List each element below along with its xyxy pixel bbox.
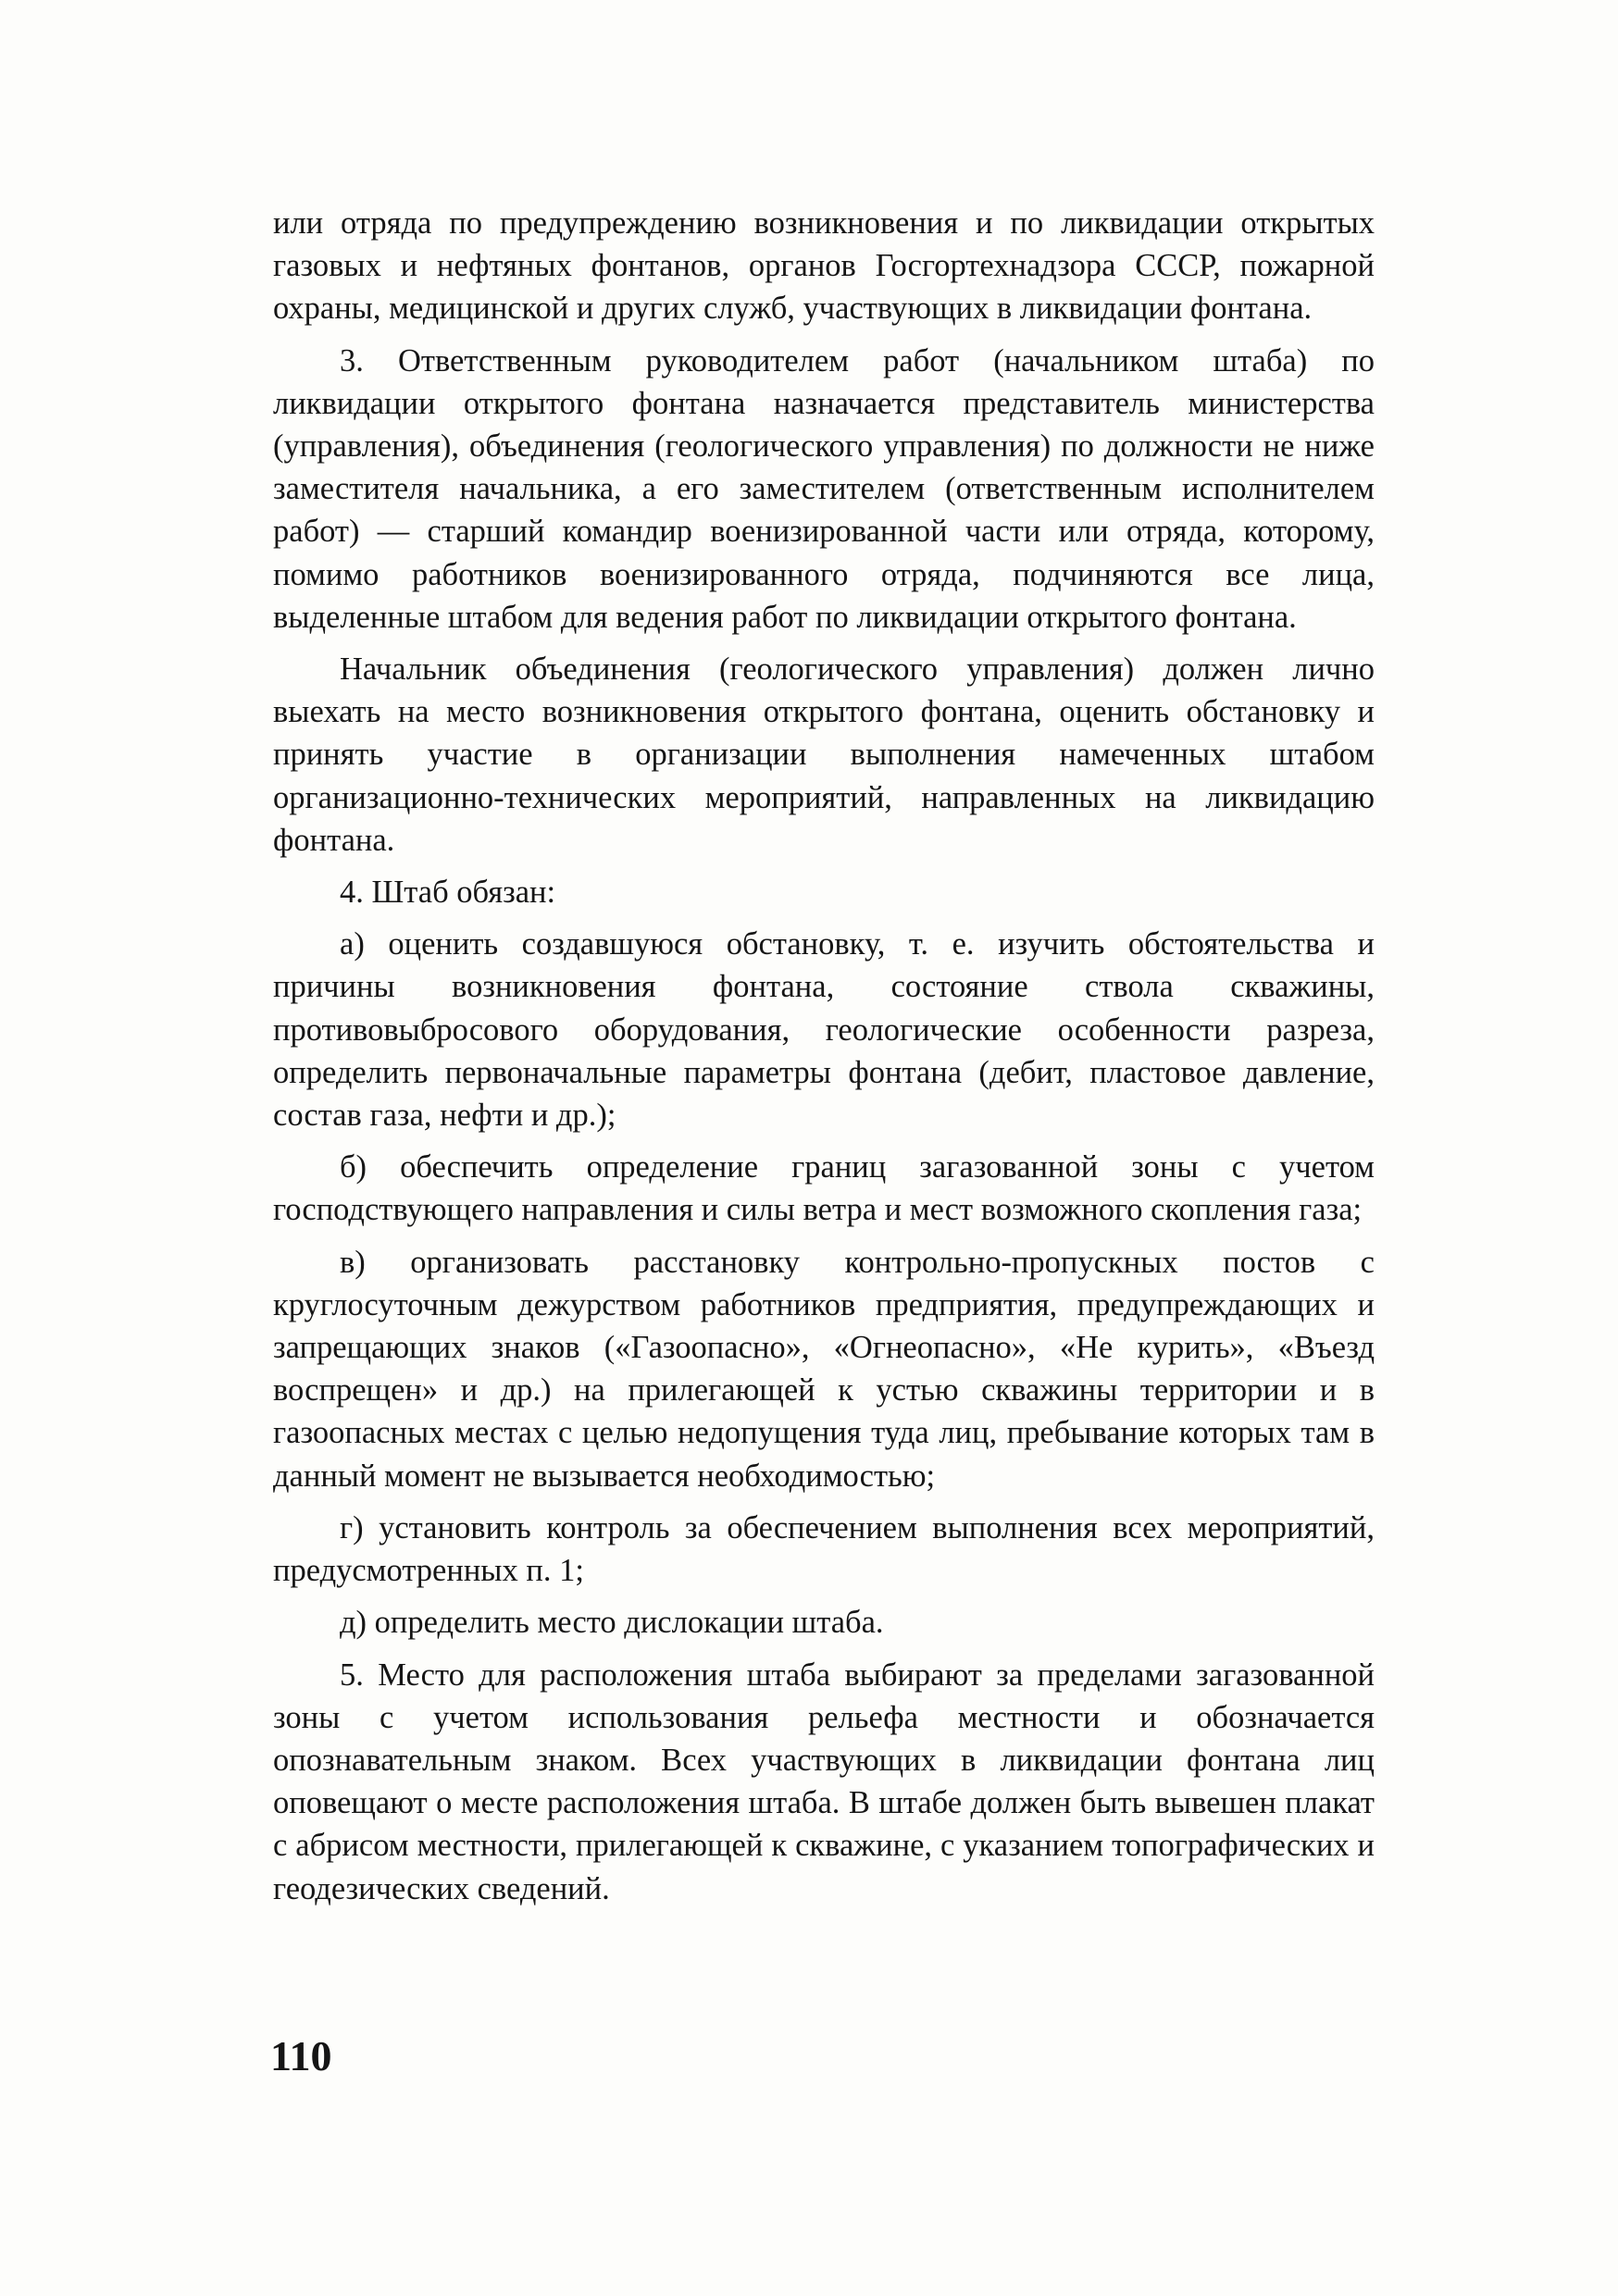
paragraph-continuation: или отряда по предупреждению возникновения и по ликвидации открытых газовых и нефтяных фонтанов, органов Госгортехнадзора СССР, пожарной охраны, медицинской и других служб, участвующих в ликвидации фонтана. (273, 205, 1375, 327)
page-number: 110 (270, 2032, 332, 2079)
paragraph-item-4d: д) определить место дислокации штаба. (340, 1605, 884, 1641)
paragraph-item-3: 3. Ответственным руководителем работ (начальником штаба) по ликвидации открытого фонтана назначается представитель министерства (управления), объединения (геологического управления) по должности не ниже заместителя начальника, а его заместителем (ответственным исполнителем работ) — старший командир военизированной части или отряда, которому, помимо работников военизированного отряда, подчиняются все лица, выделенные штабом для ведения работ по ликвидации открытого фонтана. (273, 342, 1375, 635)
paragraph-head-of-association: Начальник объединения (геологического управления) должен лично выехать на место возникновения открытого фонтана, оценить обстановку и принять участие в организации выполнения намеченных штабом организационно-технических мероприятий, направленных на ликвидацию фонтана. (273, 652, 1375, 858)
paragraph-item-4g: г) установить контроль за обеспечением выполнения всех мероприятий, предусмотренных п. 1; (273, 1509, 1375, 1589)
paragraph-item-5: 5. Место для расположения штаба выбирают за пределами загазованной зоны с учетом использования рельефа местности и обозначается опознавательным знаком. Всех участвующих в ликвидации фонтана лиц оповещают о месте расположения штаба. В штабе должен быть вывешен плакат с абрисом местности, прилегающей к скважине, с указанием топографических и геодезических сведений. (273, 1657, 1375, 1906)
paragraph-item-4b: б) обеспечить определение границ загазованной зоны с учетом господствующего направления и силы ветра и мест возможного скопления газа; (273, 1149, 1375, 1228)
body-text (273, 202, 1375, 1919)
paragraph-item-4a: а) оценить создавшуюся обстановку, т. е. изучить обстоятельства и причины возникновения фонтана, состояние ствола скважины, противовыбросового оборудования, геологические особенности разреза, определить первоначальные параметры фонтана (дебит, пластовое давление, состав газа, нефти и др.); (273, 926, 1375, 1134)
paragraph-item-4: 4. Штаб обязан: (340, 875, 556, 911)
paragraph-item-4v: в) организовать расстановку контрольно-пропускных постов с круглосуточным дежурством работников предприятия, предупреждающих и запрещающих знаков («Газоопасно», «Огнеопасно», «Не курить», «Въезд воспрещен» и др.) на прилегающей к устью скважины территории и в газоопасных местах с целью недопущения туда лиц, пребывание которых там в данный момент не вызывается необходимостью; (273, 1244, 1375, 1494)
